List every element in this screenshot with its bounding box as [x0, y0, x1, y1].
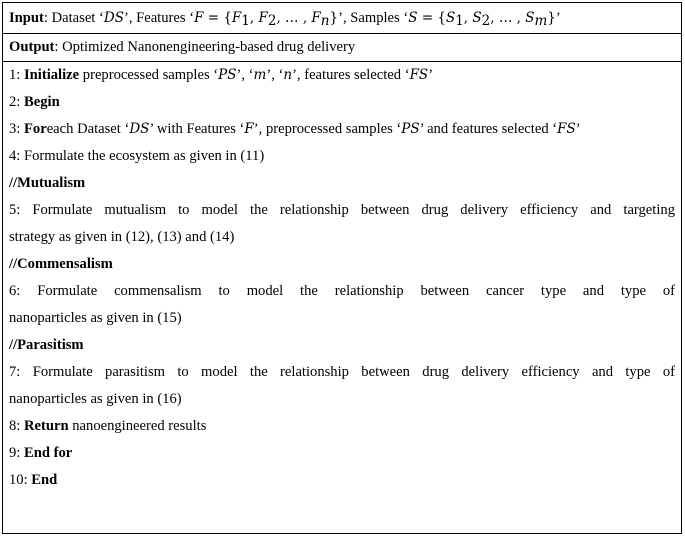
math-brace: = { [417, 10, 446, 26]
input-row [3, 3, 681, 34]
math-sub: m [534, 13, 548, 29]
math-ps: PS [218, 67, 237, 83]
math-brace: = { [203, 10, 232, 26]
algorithm-box [2, 2, 682, 534]
input-text: ’, Samples ‘ [338, 10, 409, 26]
step-8: 8: Return nanoengineered results [9, 418, 207, 434]
math-m: m [253, 67, 267, 83]
step-9: 9: End for [9, 445, 73, 461]
math-sub: 2 [267, 13, 277, 29]
math-fs: FS [409, 67, 429, 83]
input-text: : Dataset ‘ [43, 10, 104, 26]
math-sep: , [463, 10, 473, 26]
math-dots: , … , [276, 10, 312, 26]
input-text: ’ [555, 10, 561, 26]
math-s1: S [445, 10, 456, 26]
step-6 [9, 278, 675, 332]
math-ds: DS [129, 121, 150, 137]
math-f: F [194, 10, 204, 26]
step-7-line-2: nanoparticles as given in (16) [9, 391, 182, 407]
math-ds: DS [103, 10, 124, 26]
keyword: End [31, 472, 58, 488]
comment-commensalism: //Commensalism [9, 256, 113, 272]
math-fn: F [311, 10, 321, 26]
math-sub: 1 [241, 13, 250, 29]
keyword: For [24, 121, 47, 137]
math-n: n [283, 67, 293, 83]
keyword: Mutualism [17, 175, 86, 191]
step-5-line-1: 5: Formulate mutualism to model the relationship between drug delivery efficiency and targeting [9, 202, 675, 218]
keyword: Parasitism [17, 337, 84, 353]
math-f2: F [258, 10, 268, 26]
keyword: Return [24, 418, 69, 434]
math-sub: n [320, 13, 330, 29]
step-1: 1: Initialize preprocessed samples ‘PS’, ‘m’, ‘n’, features selected ‘FS’ [9, 67, 434, 83]
comment-parasitism: //Parasitism [9, 337, 84, 353]
step-10: 10: End [9, 472, 58, 488]
keyword: Commensalism [17, 256, 113, 272]
keyword: Begin [24, 94, 60, 110]
math-ps: PS [401, 121, 420, 137]
input-label: Input [9, 10, 44, 26]
math-sep: , [249, 10, 259, 26]
step-7 [9, 359, 675, 413]
algorithm-body [3, 62, 681, 494]
math-sub: 2 [481, 13, 491, 29]
step-4: 4: Formulate the ecosystem as given in (11) [9, 148, 265, 164]
math-s2: S [472, 10, 482, 26]
keyword: Initialize [24, 67, 80, 83]
math-dots: , … , [490, 10, 526, 26]
math-brace: } [329, 10, 339, 26]
input-text: ’, Features ‘ [123, 10, 195, 26]
output-row [3, 34, 681, 62]
output-text: : Optimized Nanonengineering-based drug delivery [54, 39, 356, 55]
step-6-line-1: 6: Formulate commensalism to model the relationship between cancer type and type of [9, 283, 675, 299]
step-7-line-1: 7: Formulate parasitism to model the relationship between drug delivery efficiency and type of [9, 364, 675, 380]
step-6-line-2: nanoparticles as given in (15) [9, 310, 182, 326]
step-2: 2: Begin [9, 94, 60, 110]
math-f: F [244, 121, 254, 137]
math-s: S [408, 10, 418, 26]
step-5 [9, 197, 675, 251]
math-brace: } [547, 10, 556, 26]
comment-mutualism: //Mutualism [9, 175, 86, 191]
output-label: Output [9, 39, 55, 55]
math-fs: FS [557, 121, 576, 137]
math-sm: S [525, 10, 535, 26]
step-3: 3: Foreach Dataset ‘DS’ with Features ‘F’, preprocessed samples ‘PS’ and features selected ‘FS’ [9, 121, 581, 137]
keyword: End for [24, 445, 73, 461]
math-sub: 1 [455, 13, 464, 29]
math-f1: F [231, 10, 242, 26]
step-5-line-2: strategy as given in (12), (13) and (14) [9, 229, 235, 245]
